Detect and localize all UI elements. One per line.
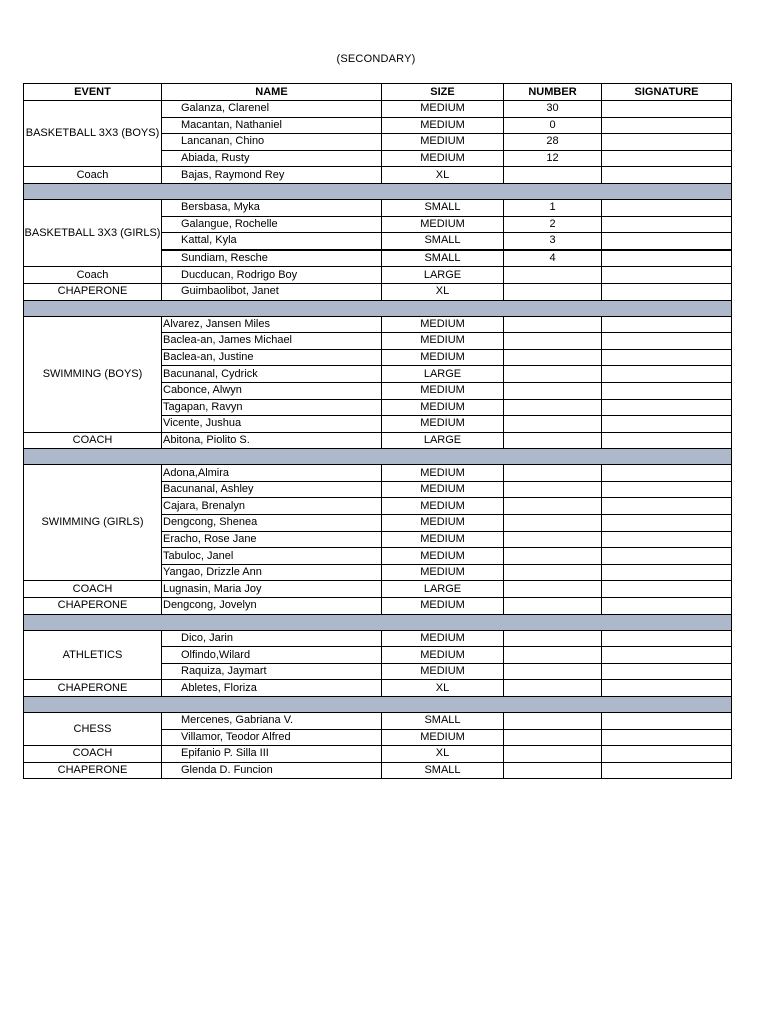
signature-cell[interactable] [602, 134, 732, 151]
header-number: NUMBER [504, 84, 602, 101]
roster-body [24, 101, 732, 779]
player-number [504, 349, 602, 366]
player-name: Galanza, Clarenel [162, 101, 382, 118]
signature-cell[interactable] [602, 416, 732, 433]
signature-cell[interactable] [602, 150, 732, 167]
signature-cell[interactable] [602, 283, 732, 300]
player-size: MEDIUM [382, 333, 504, 350]
event-cell: ATHLETICS [24, 630, 162, 680]
signature-cell[interactable] [602, 382, 732, 399]
staff-name: Epifanio P. Silla III [162, 746, 382, 763]
signature-cell[interactable] [602, 581, 732, 598]
staff-role: COACH [24, 581, 162, 598]
player-number [504, 498, 602, 515]
player-size: MEDIUM [382, 399, 504, 416]
staff-size: SMALL [382, 762, 504, 779]
staff-row [24, 581, 732, 598]
section-divider [24, 300, 732, 316]
player-name: Macantan, Nathaniel [162, 117, 382, 134]
player-row [24, 465, 732, 482]
player-number: 3 [504, 233, 602, 250]
player-name: Vicente, Jushua [162, 416, 382, 433]
player-name: Baclea-an, James Michael [162, 333, 382, 350]
player-name: Yangao, Drizzle Ann [162, 564, 382, 581]
player-name: Cajara, Brenalyn [162, 498, 382, 515]
player-number [504, 663, 602, 680]
section-divider [24, 614, 732, 630]
signature-cell[interactable] [602, 250, 732, 267]
player-name: Bacunanal, Ashley [162, 481, 382, 498]
section-divider-band [24, 614, 732, 630]
player-name: Bacunanal, Cydrick [162, 366, 382, 383]
signature-cell[interactable] [602, 498, 732, 515]
player-size: MEDIUM [382, 465, 504, 482]
player-name: Tagapan, Ravyn [162, 399, 382, 416]
staff-size: XL [382, 746, 504, 763]
player-number: 4 [504, 250, 602, 267]
section-divider-band [24, 183, 732, 199]
staff-row [24, 680, 732, 697]
staff-role: Coach [24, 267, 162, 284]
player-size: MEDIUM [382, 216, 504, 233]
player-size: MEDIUM [382, 481, 504, 498]
player-row [24, 630, 732, 647]
player-number [504, 382, 602, 399]
signature-cell[interactable] [602, 531, 732, 548]
player-row [24, 101, 732, 118]
player-name: Cabonce, Alwyn [162, 382, 382, 399]
staff-number [504, 167, 602, 184]
player-size: MEDIUM [382, 416, 504, 433]
roster-table [23, 83, 732, 779]
player-size: MEDIUM [382, 134, 504, 151]
player-number [504, 713, 602, 730]
player-number [504, 316, 602, 333]
player-size: MEDIUM [382, 564, 504, 581]
staff-size: LARGE [382, 581, 504, 598]
player-number [504, 647, 602, 664]
player-number [504, 531, 602, 548]
staff-name: Guimbaolibot, Janet [162, 283, 382, 300]
player-name: Mercenes, Gabriana V. [162, 713, 382, 730]
staff-name: Glenda D. Funcion [162, 762, 382, 779]
player-name: Dengcong, Shenea [162, 515, 382, 532]
player-size: MEDIUM [382, 663, 504, 680]
page-title: (SECONDARY) [336, 53, 416, 65]
player-size: MEDIUM [382, 117, 504, 134]
player-number [504, 729, 602, 746]
signature-cell[interactable] [602, 663, 732, 680]
player-size: MEDIUM [382, 630, 504, 647]
section-divider [24, 449, 732, 465]
staff-size: XL [382, 167, 504, 184]
player-size: SMALL [382, 233, 504, 250]
player-number [504, 481, 602, 498]
signature-cell[interactable] [602, 564, 732, 581]
signature-cell[interactable] [602, 267, 732, 284]
staff-size: MEDIUM [382, 598, 504, 615]
staff-row [24, 267, 732, 284]
signature-cell[interactable] [602, 481, 732, 498]
staff-number [504, 598, 602, 615]
staff-role: CHAPERONE [24, 598, 162, 615]
section-divider-band [24, 449, 732, 465]
player-name: Bersbasa, Myka [162, 199, 382, 216]
staff-number [504, 680, 602, 697]
player-number [504, 465, 602, 482]
staff-size: XL [382, 680, 504, 697]
player-size: SMALL [382, 250, 504, 267]
section-divider-band [24, 300, 732, 316]
player-size: SMALL [382, 199, 504, 216]
staff-number [504, 581, 602, 598]
staff-name: Bajas, Raymond Rey [162, 167, 382, 184]
player-number: 28 [504, 134, 602, 151]
staff-number [504, 746, 602, 763]
player-size: MEDIUM [382, 498, 504, 515]
player-name: Tabuloc, Janel [162, 548, 382, 565]
player-name: Lancanan, Chino [162, 134, 382, 151]
signature-cell[interactable] [602, 432, 732, 449]
player-name: Abiada, Rusty [162, 150, 382, 167]
signature-cell[interactable] [602, 199, 732, 216]
section-divider-band [24, 697, 732, 713]
player-size: MEDIUM [382, 647, 504, 664]
player-number [504, 416, 602, 433]
staff-row [24, 432, 732, 449]
event-cell: BASKETBALL 3X3 (BOYS) [24, 101, 162, 167]
player-name: Villamor, Teodor Alfred [162, 729, 382, 746]
player-name: Kattal, Kyla [162, 233, 382, 250]
player-number: 2 [504, 216, 602, 233]
player-name: Adona,Almira [162, 465, 382, 482]
header-size: SIZE [382, 84, 504, 101]
event-cell: CHESS [24, 713, 162, 746]
player-number [504, 630, 602, 647]
signature-cell[interactable] [602, 316, 732, 333]
player-name: Sundiam, Resche [162, 250, 382, 267]
player-size: MEDIUM [382, 150, 504, 167]
signature-cell[interactable] [602, 630, 732, 647]
staff-role: CHAPERONE [24, 283, 162, 300]
player-size: MEDIUM [382, 515, 504, 532]
signature-cell[interactable] [602, 680, 732, 697]
staff-number [504, 267, 602, 284]
signature-cell[interactable] [602, 101, 732, 118]
signature-cell[interactable] [602, 216, 732, 233]
player-number: 1 [504, 199, 602, 216]
staff-name: Ducducan, Rodrigo Boy [162, 267, 382, 284]
staff-role: Coach [24, 167, 162, 184]
staff-role: COACH [24, 746, 162, 763]
staff-row [24, 598, 732, 615]
signature-cell[interactable] [602, 548, 732, 565]
signature-cell[interactable] [602, 647, 732, 664]
signature-cell[interactable] [602, 167, 732, 184]
signature-cell[interactable] [602, 465, 732, 482]
staff-row [24, 167, 732, 184]
staff-size: LARGE [382, 432, 504, 449]
player-name: Baclea-an, Justine [162, 349, 382, 366]
staff-number [504, 762, 602, 779]
player-size: MEDIUM [382, 349, 504, 366]
player-size: SMALL [382, 713, 504, 730]
header-name: NAME [162, 84, 382, 101]
player-number: 0 [504, 117, 602, 134]
header-row [24, 84, 732, 101]
signature-cell[interactable] [602, 515, 732, 532]
section-divider [24, 697, 732, 713]
staff-name: Abitona, Piolito S. [162, 432, 382, 449]
player-name: Galangue, Rochelle [162, 216, 382, 233]
player-name: Alvarez, Jansen Miles [162, 316, 382, 333]
player-number [504, 515, 602, 532]
signature-cell[interactable] [602, 333, 732, 350]
player-size: MEDIUM [382, 382, 504, 399]
staff-number [504, 432, 602, 449]
player-number [504, 564, 602, 581]
player-name: Raquiza, Jaymart [162, 663, 382, 680]
player-size: LARGE [382, 366, 504, 383]
event-cell: BASKETBALL 3X3 (GIRLS) [24, 199, 162, 266]
player-name: Eracho, Rose Jane [162, 531, 382, 548]
staff-row [24, 762, 732, 779]
player-size: MEDIUM [382, 531, 504, 548]
header-signature: SIGNATURE [602, 84, 732, 101]
staff-size: LARGE [382, 267, 504, 284]
staff-size: XL [382, 283, 504, 300]
player-size: MEDIUM [382, 548, 504, 565]
header-event: EVENT [24, 84, 162, 101]
player-size: MEDIUM [382, 729, 504, 746]
player-row [24, 316, 732, 333]
signature-cell[interactable] [602, 117, 732, 134]
signature-cell[interactable] [602, 349, 732, 366]
signature-cell[interactable] [602, 729, 732, 746]
signature-cell[interactable] [602, 746, 732, 763]
player-name: Dico, Jarin [162, 630, 382, 647]
section-divider [24, 183, 732, 199]
staff-role: CHAPERONE [24, 680, 162, 697]
player-row [24, 713, 732, 730]
staff-number [504, 283, 602, 300]
player-size: MEDIUM [382, 316, 504, 333]
signature-cell[interactable] [602, 233, 732, 250]
player-number [504, 399, 602, 416]
player-row [24, 199, 732, 216]
player-number: 30 [504, 101, 602, 118]
signature-cell[interactable] [602, 366, 732, 383]
player-number [504, 366, 602, 383]
staff-role: CHAPERONE [24, 762, 162, 779]
player-number [504, 548, 602, 565]
staff-row [24, 283, 732, 300]
player-number [504, 333, 602, 350]
signature-cell[interactable] [602, 399, 732, 416]
staff-name: Lugnasin, Maria Joy [162, 581, 382, 598]
staff-row [24, 746, 732, 763]
player-size: MEDIUM [382, 101, 504, 118]
staff-role: COACH [24, 432, 162, 449]
event-cell: SWIMMING (BOYS) [24, 316, 162, 432]
event-cell: SWIMMING (GIRLS) [24, 465, 162, 581]
staff-name: Abletes, Floriza [162, 680, 382, 697]
staff-name: Dengcong, Jovelyn [162, 598, 382, 615]
signature-cell[interactable] [602, 713, 732, 730]
player-number: 12 [504, 150, 602, 167]
signature-cell[interactable] [602, 762, 732, 779]
signature-cell[interactable] [602, 598, 732, 615]
player-name: Olfindo,Wilard [162, 647, 382, 664]
